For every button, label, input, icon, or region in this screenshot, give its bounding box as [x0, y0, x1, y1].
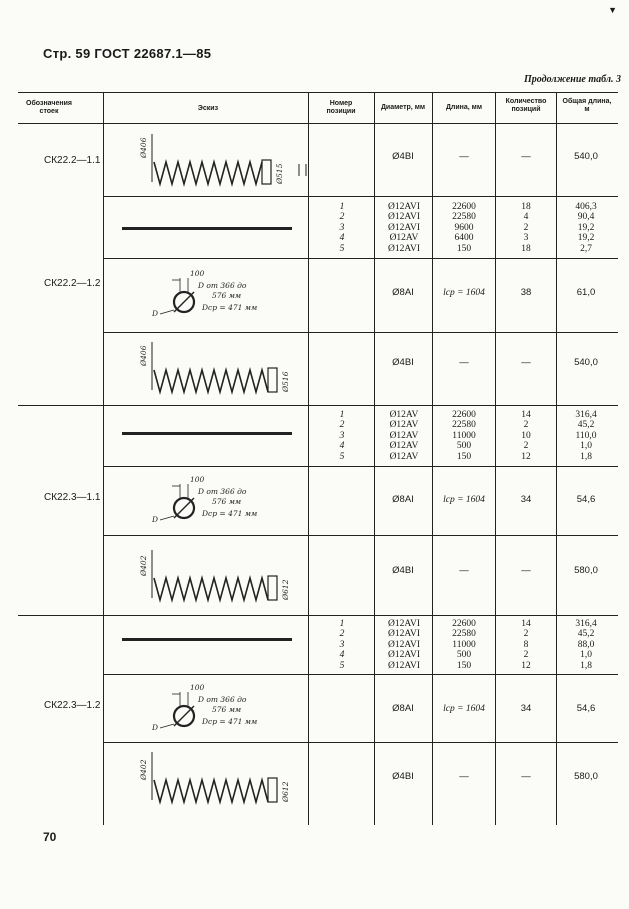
length-value: 9600 [454, 222, 474, 233]
quantity-value: 14 [521, 410, 531, 420]
position-number: 1 [339, 410, 345, 420]
header-position: Номер позиции [326, 100, 356, 115]
position-number: 5 [339, 660, 345, 671]
ring-sketch [150, 470, 280, 532]
spiral-top-dimension: Ø406 [139, 137, 148, 158]
length-value: 11000 [452, 639, 476, 650]
spiral-drawing [136, 752, 306, 808]
ring-offset-label: 100 [190, 269, 205, 278]
total-length-cell: 580,0 [574, 565, 598, 576]
position-list [318, 202, 366, 254]
diameter-value: Ø12AV [389, 451, 419, 462]
position-number: 4 [339, 233, 345, 244]
stand-code: СК22.2—1.1 [44, 155, 101, 166]
rod-sketch [122, 227, 292, 230]
length-value: 11000 [452, 430, 476, 441]
length-cell: — [459, 771, 469, 782]
rod-sketch [122, 432, 292, 435]
total-length-value: 316,4 [575, 619, 597, 629]
ring-offset-label: 100 [190, 683, 205, 692]
total-length-value: 90,4 [577, 212, 595, 223]
spiral-side-dimension: Ø612 [281, 781, 290, 802]
ring-average-diameter: Dср = 471 мм [202, 509, 258, 518]
position-number: 5 [339, 451, 345, 462]
diameter-cell: Ø8AI [392, 287, 414, 298]
length-value: 6400 [454, 233, 474, 244]
total-length-value: 110,0 [575, 430, 597, 441]
length-cell: lср = 1604 [443, 704, 485, 714]
total-length-value: 1,8 [580, 660, 592, 671]
diameter-value: Ø12AVI [387, 660, 421, 671]
quantity-value: 2 [523, 420, 529, 431]
quantity-value: 10 [521, 430, 531, 441]
header-diameter: Диаметр, мм [380, 104, 426, 111]
quantity-value: 18 [521, 202, 531, 212]
length-list [436, 202, 492, 254]
spiral-sketch [136, 752, 306, 808]
quantity-value: 3 [523, 233, 529, 244]
length-value: 22580 [452, 212, 476, 223]
ring-d-label: D [152, 309, 159, 318]
quantity-list [499, 410, 553, 462]
rule-r3 [103, 332, 618, 333]
quantity-cell: — [521, 357, 531, 368]
ring-drawing [150, 264, 280, 326]
length-value: 22580 [452, 420, 476, 431]
total-length-value: 1,0 [580, 441, 592, 452]
rule-g2 [18, 615, 618, 616]
quantity-cell: — [521, 151, 531, 162]
position-number: 3 [339, 639, 345, 650]
diameter-value: Ø12AVI [387, 222, 421, 233]
rule-r5 [103, 466, 618, 467]
ring-d-label: D [152, 723, 159, 732]
rule-r9 [103, 742, 618, 743]
quantity-cell: — [521, 771, 531, 782]
diameter-value: Ø12AVI [387, 212, 421, 223]
diameter-value: Ø12AVI [387, 243, 421, 254]
ring-average-diameter: Dср = 471 мм [202, 303, 258, 312]
position-number: 5 [339, 243, 345, 254]
quantity-value: 14 [521, 619, 531, 629]
quantity-value: 2 [523, 629, 529, 640]
quantity-value: 8 [523, 639, 529, 650]
total-length-value: 19,2 [577, 222, 595, 233]
ring-drawing [150, 678, 280, 740]
length-value: 500 [456, 650, 472, 661]
rule-top [18, 92, 618, 93]
length-value: 150 [456, 243, 472, 254]
rule-r2 [103, 258, 618, 259]
position-number: 1 [339, 619, 345, 629]
length-value: 22600 [452, 619, 476, 629]
ring-sketch [150, 264, 280, 326]
length-cell: lср = 1604 [443, 288, 485, 298]
total-length-list [563, 410, 609, 462]
total-length-value: 45,2 [577, 420, 595, 431]
spiral-drawing [136, 550, 306, 606]
header-total: Общая длина, м [562, 98, 612, 113]
position-number: 4 [339, 441, 345, 452]
rule-r1 [103, 196, 618, 197]
length-value: 22580 [452, 629, 476, 640]
total-length-value: 45,2 [577, 629, 595, 640]
spiral-side-dimension: Ø612 [281, 579, 290, 600]
position-number: 2 [339, 212, 345, 223]
reinforcement-table [18, 92, 622, 825]
rod-sketch [122, 638, 292, 641]
length-value: 150 [456, 660, 472, 671]
ring-diameter-range: D от 366 до [198, 487, 247, 496]
page-header: Стр. 59 ГОСТ 22687.1—85 [43, 46, 212, 61]
diameter-value: Ø12AV [389, 441, 419, 452]
length-list [436, 410, 492, 462]
spiral-side-dimension: Ø516 [281, 371, 290, 392]
quantity-list [499, 619, 553, 671]
total-length-cell: 540,0 [574, 151, 598, 162]
spiral-sketch [136, 134, 306, 190]
spiral-top-dimension: Ø402 [139, 555, 148, 576]
quantity-cell: 38 [520, 287, 532, 298]
diameter-cell: Ø8AI [392, 494, 414, 505]
spiral-top-dimension: Ø402 [139, 759, 148, 780]
ring-diameter-range-end: 576 мм [212, 291, 242, 300]
rule-r6 [103, 535, 618, 536]
ring-diameter-range-end: 576 мм [212, 705, 242, 714]
quantity-value: 2 [523, 441, 529, 452]
spiral-side-dimension: Ø515 [275, 163, 284, 184]
col-rule-4 [432, 92, 433, 825]
length-cell: — [459, 151, 469, 162]
spiral-drawing [136, 342, 306, 398]
diameter-cell: Ø4BI [392, 565, 414, 576]
col-rule-5 [495, 92, 496, 825]
header-sketch: Эскиз [197, 105, 219, 112]
total-length-cell: 540,0 [574, 357, 598, 368]
diameter-list [378, 619, 430, 671]
length-value: 500 [456, 441, 472, 452]
diameter-value: Ø12AVI [387, 629, 421, 640]
diameter-cell: Ø8AI [392, 703, 414, 714]
diameter-list [378, 202, 430, 254]
position-list [318, 619, 366, 671]
ring-d-label: D [152, 515, 159, 524]
length-cell: lср = 1604 [443, 495, 485, 505]
total-length-list [563, 202, 609, 254]
stand-code: СК22.3—1.2 [44, 700, 101, 711]
diameter-value: Ø12AVI [387, 202, 421, 212]
col-rule-3 [374, 92, 375, 825]
spiral-sketch [136, 550, 306, 606]
diameter-value: Ø12AV [389, 420, 419, 431]
header-quantity: Количество позиций [505, 98, 547, 113]
length-cell: — [459, 565, 469, 576]
quantity-value: 2 [523, 222, 529, 233]
length-cell: — [459, 357, 469, 368]
total-length-value: 1,0 [580, 650, 592, 661]
quantity-value: 18 [521, 243, 531, 254]
diameter-cell: Ø4BI [392, 151, 414, 162]
ring-average-diameter: Dср = 471 мм [202, 717, 258, 726]
diameter-list [378, 410, 430, 462]
quantity-value: 12 [521, 451, 531, 462]
diameter-value: Ø12AV [389, 430, 419, 441]
diameter-value: Ø12AV [389, 233, 419, 244]
header-designation: Обозначения стоек [26, 100, 72, 115]
stand-code: СК22.2—1.2 [44, 278, 101, 289]
quantity-cell: 34 [520, 494, 532, 505]
ring-offset-label: 100 [190, 475, 205, 484]
col-rule-6 [556, 92, 557, 825]
rule-header [18, 123, 618, 124]
position-number: 1 [339, 202, 345, 212]
position-list [318, 410, 366, 462]
diameter-cell: Ø4BI [392, 771, 414, 782]
ring-sketch [150, 678, 280, 740]
total-length-list [563, 619, 609, 671]
diameter-value: Ø12AVI [387, 619, 421, 629]
total-length-value: 406,3 [575, 202, 597, 212]
total-length-value: 19,2 [577, 233, 595, 244]
ring-diameter-range: D от 366 до [198, 281, 247, 290]
position-number: 3 [339, 430, 345, 441]
length-value: 150 [456, 451, 472, 462]
total-length-value: 1,8 [580, 451, 592, 462]
quantity-value: 2 [523, 650, 529, 661]
header-length: Длина, мм [445, 104, 483, 111]
quantity-cell: 34 [520, 703, 532, 714]
table-continuation-label: Продолжение табл. 3 [523, 74, 621, 85]
corner-mark: ▼ [608, 5, 617, 15]
rule-g1 [18, 405, 618, 406]
stand-code: СК22.3—1.1 [44, 492, 101, 503]
total-length-cell: 54,6 [576, 703, 596, 714]
diameter-cell: Ø4BI [392, 357, 414, 368]
total-length-cell: 61,0 [576, 287, 596, 298]
length-value: 22600 [452, 202, 476, 212]
total-length-value: 316,4 [575, 410, 597, 420]
rule-r8 [103, 674, 618, 675]
total-length-cell: 54,6 [576, 494, 596, 505]
diameter-value: Ø12AVI [387, 650, 421, 661]
ring-diameter-range: D от 366 до [198, 695, 247, 704]
spiral-top-dimension: Ø406 [139, 345, 148, 366]
position-number: 4 [339, 650, 345, 661]
quantity-value: 12 [521, 660, 531, 671]
ring-diameter-range-end: 576 мм [212, 497, 242, 506]
position-number: 2 [339, 420, 345, 431]
total-length-cell: 580,0 [574, 771, 598, 782]
total-length-value: 88,0 [577, 639, 595, 650]
total-length-value: 2,7 [580, 243, 592, 254]
position-number: 2 [339, 629, 345, 640]
diameter-value: Ø12AVI [387, 639, 421, 650]
position-number: 3 [339, 222, 345, 233]
col-rule-2 [308, 92, 309, 825]
spiral-drawing [136, 134, 306, 190]
quantity-value: 4 [523, 212, 529, 223]
spiral-sketch [136, 342, 306, 398]
diameter-value: Ø12AV [389, 410, 419, 420]
col-rule-1 [103, 92, 104, 825]
page-number: 70 [43, 830, 57, 844]
quantity-cell: — [521, 565, 531, 576]
length-list [436, 619, 492, 671]
quantity-list [499, 202, 553, 254]
ring-drawing [150, 470, 280, 532]
length-value: 22600 [452, 410, 476, 420]
